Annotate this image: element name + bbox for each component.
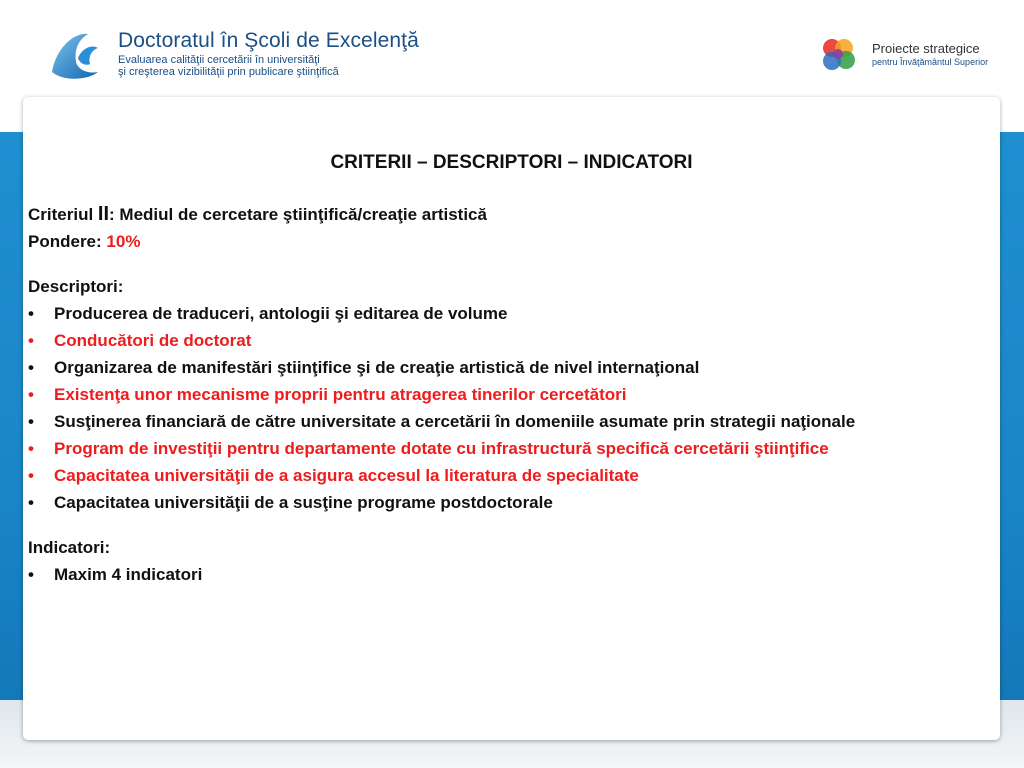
bullet-icon: • [28,331,34,350]
criterion-prefix: Criteriul [28,205,98,224]
spacer [28,255,996,273]
brand-title: Doctoratul în Şcoli de Excelenţă [118,29,419,52]
descriptor-text: Existenţa unor mecanisme proprii pentru atragerea tinerilor cercetători [54,385,627,404]
indicator-text: Maxim 4 indicatori [54,565,203,584]
descriptor-text: Capacitatea universităţii de a asigura accesul la literatura de specialitate [54,466,639,485]
partner-title: Proiecte strategice [872,41,980,56]
descriptor-text: Program de investiţii pentru departamente dotate cu infrastructură specifică cercetării ştiinţifice [54,439,829,458]
weight-line [28,228,996,255]
list-item [28,354,996,381]
proiecte-strategice-logo-icon [816,34,860,74]
indicators-title: Indicatori: [28,538,111,557]
descriptor-text: Susţinerea financiară de către universitate a cercetării în domeniile asumate prin strategii naţionale [54,412,856,431]
list-item [28,489,996,516]
bullet-icon: • [28,439,34,458]
bullet-icon: • [28,565,34,584]
bullet-icon: • [28,412,34,431]
brand-subtitle-line-2: şi creşterea vizibilităţii prin publicare ştiinţifică [118,66,339,78]
weight-label: Pondere: [28,232,107,251]
descriptor-text: Organizarea de manifestări ştiinţifice şi de creaţie artistică de nivel internaţional [54,358,700,377]
list-item [28,381,996,408]
spacer [28,516,996,534]
list-item [28,327,996,354]
criterion-roman: II [97,203,110,225]
list-item [28,462,996,489]
slide-content [28,201,996,588]
partner-subtitle: pentru Învăţământul Superior [872,57,989,67]
criterion-line [28,201,996,228]
descriptor-text: Producerea de traduceri, antologii şi editarea de volume [54,304,508,323]
list-item [28,435,996,462]
bullet-icon: • [28,466,34,485]
descriptors-title: Descriptori: [28,277,124,296]
descriptor-text: Capacitatea universităţii de a susţine programe postdoctorale [54,493,553,512]
list-item [28,300,996,327]
slide-header [0,0,1024,96]
list-item [28,408,996,435]
descriptor-text: Conducători de doctorat [54,331,252,350]
criterion-text: : Mediul de cercetare ştiinţifică/creaţie artistică [109,205,487,224]
slide-card [23,97,1000,740]
list-item [28,561,996,588]
bullet-icon: • [28,493,34,512]
bullet-icon: • [28,304,34,323]
bullet-icon: • [28,358,34,377]
brand-subtitle-line-1: Evaluarea calităţii cercetării în universităţi [118,54,320,66]
bullet-icon: • [28,385,34,404]
slide-heading: CRITERII – DESCRIPTORI – INDICATORI [330,152,693,173]
doctorat-logo-icon [48,28,110,80]
weight-value: 10% [106,232,141,251]
